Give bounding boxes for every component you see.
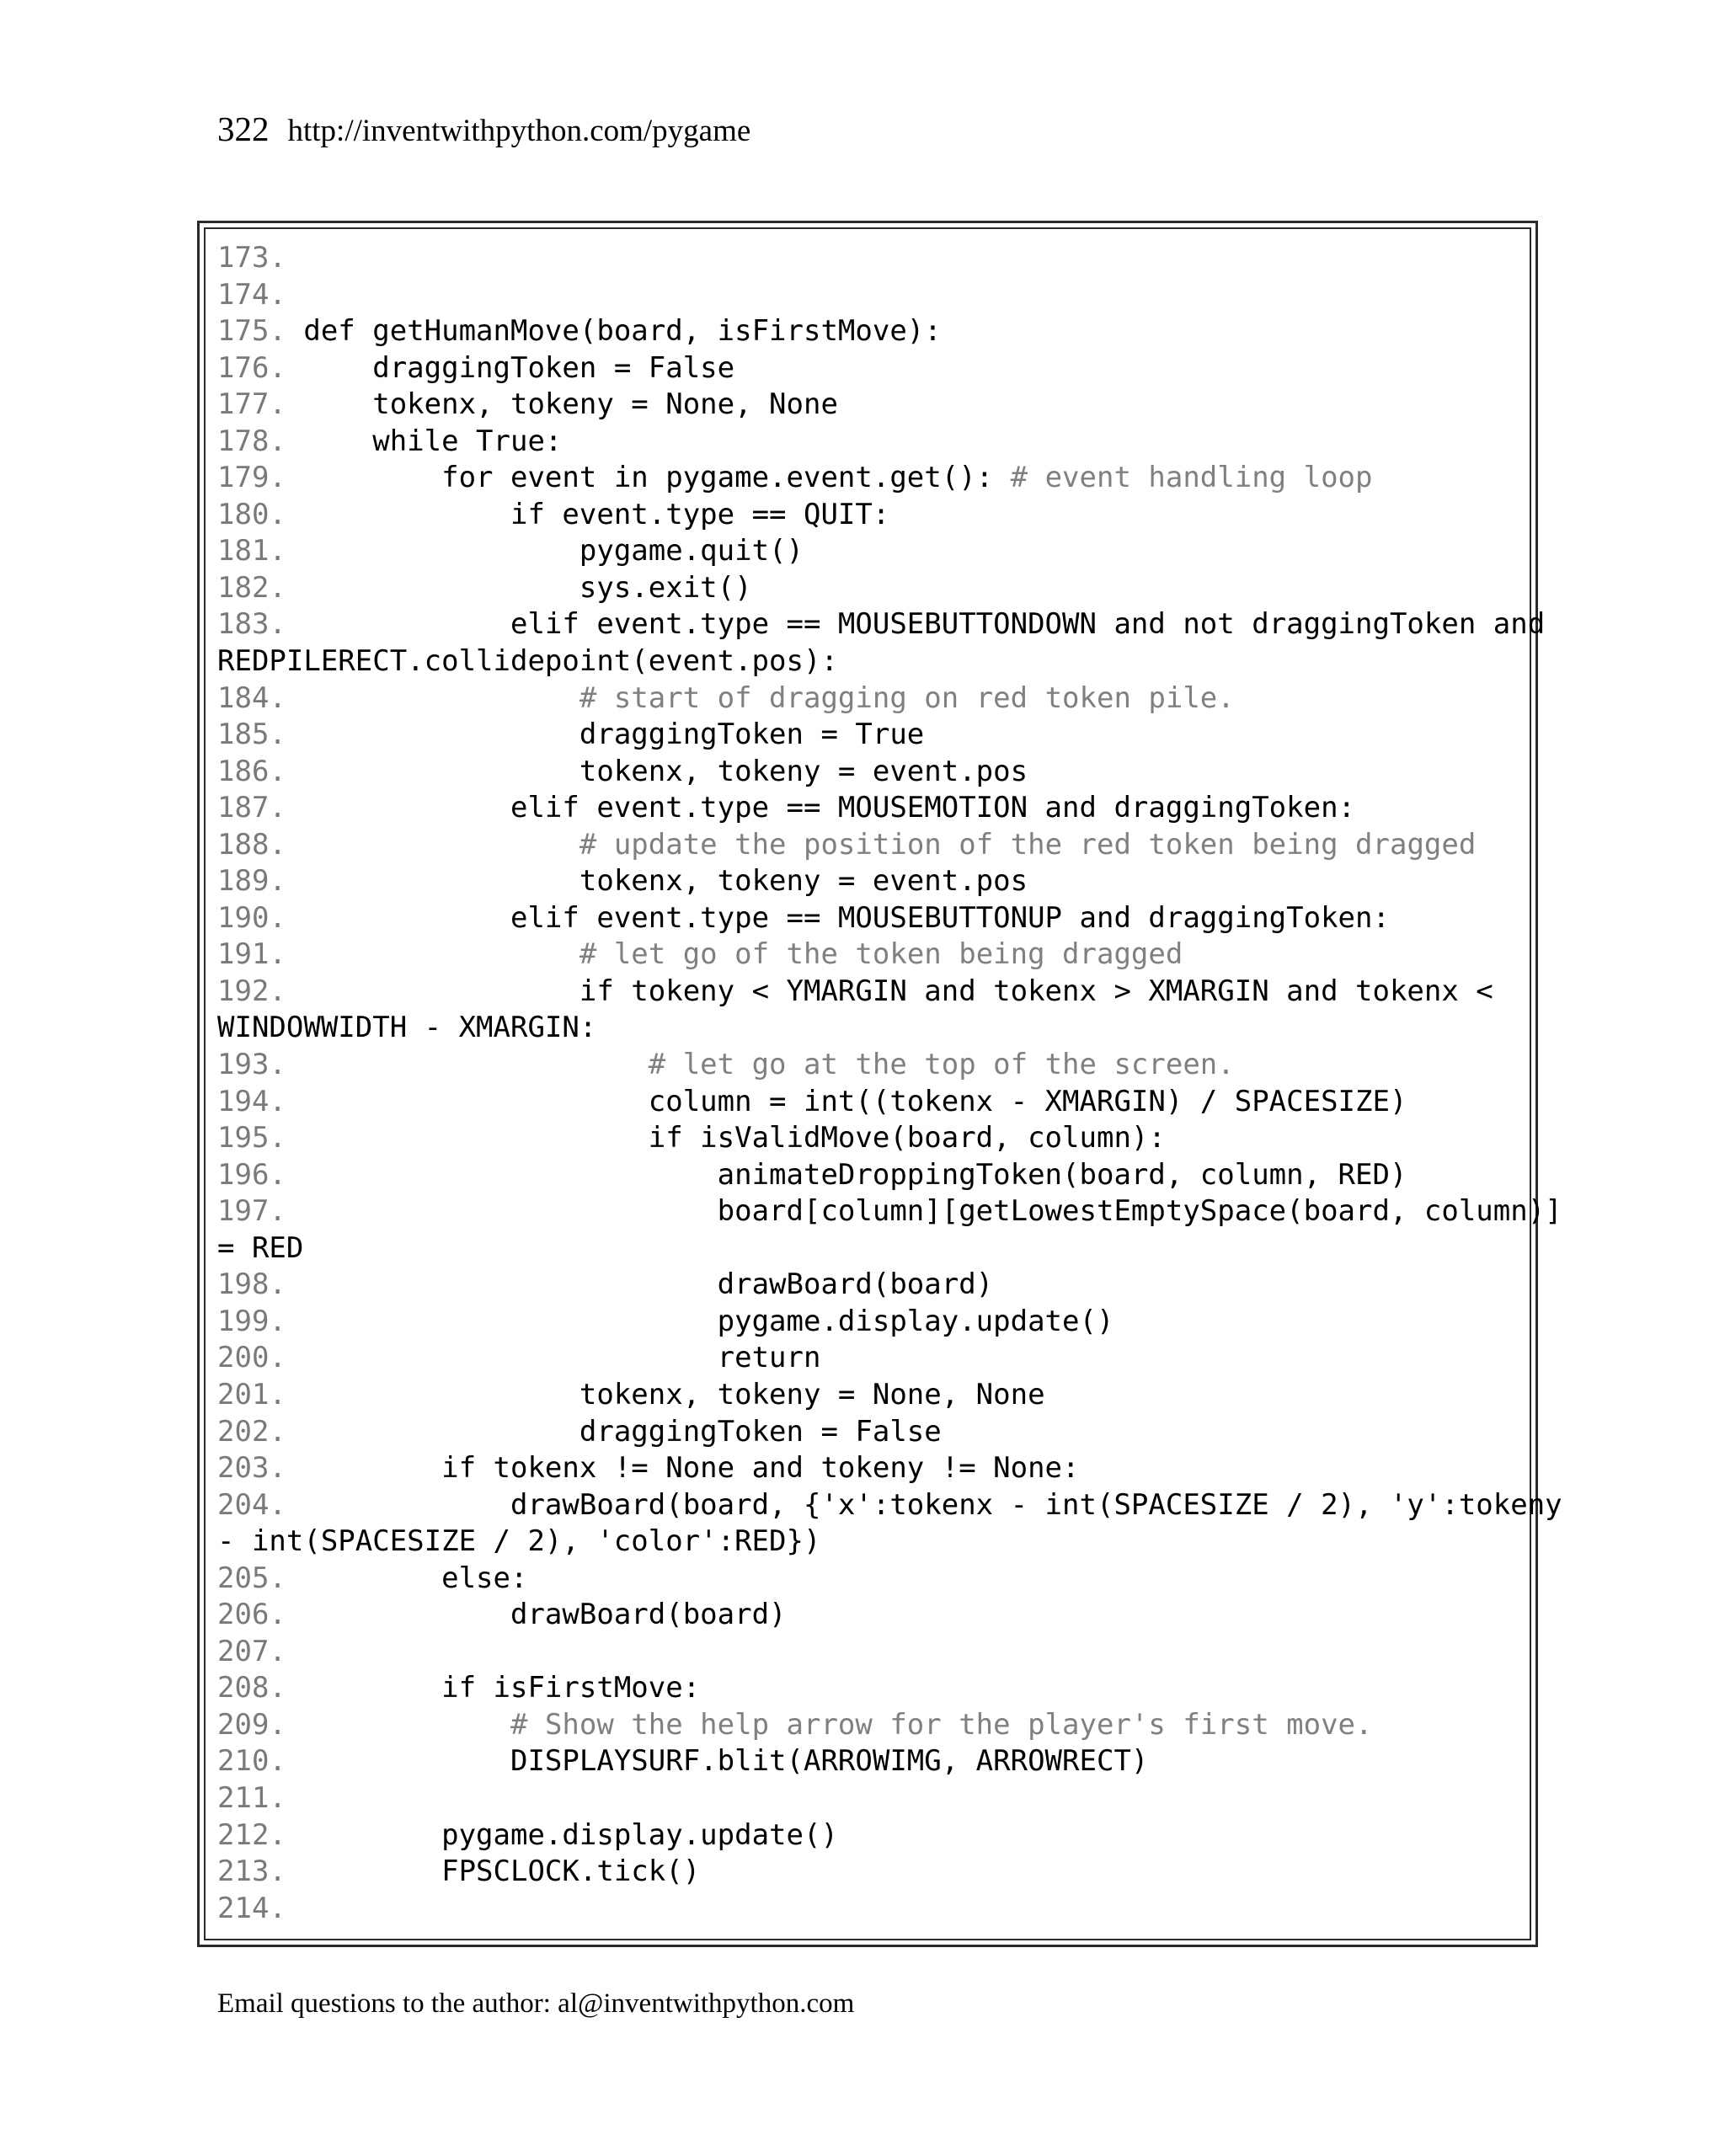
- code-line: [217, 1450, 1521, 1487]
- code-text: [286, 937, 579, 971]
- page-number: 322: [217, 109, 270, 148]
- code-comment: # let go at the top of the screen.: [648, 1048, 1235, 1082]
- code-text: [286, 1708, 510, 1742]
- header-url: http://inventwithpython.com/pygame: [287, 114, 751, 148]
- code-line: [217, 790, 1521, 827]
- line-number: 181.: [217, 534, 286, 568]
- line-number: 184.: [217, 680, 286, 715]
- page-footer: Email questions to the author: al@inventwithpython.com: [217, 1988, 855, 2019]
- code-comment: # Show the help arrow for the player's first move.: [510, 1707, 1373, 1742]
- code-text: if isValidMove(board, column):: [286, 1121, 1166, 1155]
- code-comment: # start of dragging on red token pile.: [579, 680, 1235, 715]
- line-number: 179.: [217, 461, 286, 495]
- code-text: if tokenx != None and tokeny != None:: [286, 1451, 1080, 1486]
- line-number: 177.: [217, 387, 286, 422]
- code-line: [217, 1780, 1521, 1817]
- code-text: sys.exit(): [286, 570, 752, 605]
- code-text: pygame.display.update(): [286, 1304, 1114, 1338]
- line-number: 207.: [217, 1634, 286, 1668]
- code-text: [286, 681, 579, 715]
- code-comment: # event handling loop: [1010, 461, 1373, 495]
- code-line: [217, 1414, 1521, 1451]
- code-text: DISPLAYSURF.blit(ARROWIMG, ARROWRECT): [286, 1744, 1149, 1779]
- code-line: [217, 1230, 1521, 1267]
- code-line: [217, 1817, 1521, 1854]
- code-line: [217, 827, 1521, 864]
- page-header: [217, 108, 750, 152]
- code-text: return: [286, 1341, 821, 1375]
- code-line: [217, 424, 1521, 461]
- code-text: column = int((tokenx - XMARGIN) / SPACESIZE): [286, 1084, 1407, 1118]
- line-number: 199.: [217, 1304, 286, 1338]
- code-line: [217, 1707, 1521, 1744]
- code-line: [217, 1597, 1521, 1634]
- code-line: [217, 240, 1521, 277]
- code-text: board[column][getLowestEmptySpace(board, column)]: [286, 1194, 1562, 1229]
- code-text: elif event.type == MOUSEBUTTONDOWN and not draggingToken and: [286, 607, 1546, 642]
- code-line: [217, 643, 1521, 680]
- line-number: 185.: [217, 718, 286, 752]
- code-text: WINDOWWIDTH - XMARGIN:: [217, 1011, 597, 1045]
- line-number: 206.: [217, 1598, 286, 1632]
- code-text: if isFirstMove:: [286, 1671, 701, 1705]
- line-number: 183.: [217, 607, 286, 642]
- code-text: drawBoard(board, {'x':tokenx - int(SPACESIZE / 2), 'y':tokeny: [286, 1487, 1562, 1522]
- code-line: [217, 754, 1521, 791]
- code-line: [217, 313, 1521, 350]
- code-line: [217, 1634, 1521, 1671]
- code-text: [286, 828, 579, 862]
- code-line: [217, 1047, 1521, 1084]
- code-line: [217, 717, 1521, 754]
- code-text: [286, 1048, 649, 1081]
- code-line: [217, 1193, 1562, 1230]
- line-number: 189.: [217, 864, 286, 899]
- code-text: elif event.type == MOUSEMOTION and draggingToken:: [286, 791, 1356, 825]
- line-number: 175.: [217, 314, 286, 349]
- code-text: if tokeny < YMARGIN and tokenx > XMARGIN and tokenx <: [286, 974, 1493, 1008]
- line-number: 203.: [217, 1451, 286, 1486]
- code-text: else:: [286, 1561, 528, 1595]
- code-line: [217, 1120, 1521, 1157]
- line-number: 182.: [217, 570, 286, 605]
- line-number: 173.: [217, 241, 286, 275]
- code-line: [217, 1891, 1521, 1928]
- code-comment: # let go of the token being dragged: [579, 937, 1183, 972]
- line-number: 213.: [217, 1854, 286, 1889]
- code-line: [217, 387, 1521, 424]
- code-line: [217, 570, 1521, 607]
- code-line: [217, 1670, 1521, 1707]
- code-line: [217, 1854, 1521, 1891]
- code-line: [217, 533, 1521, 570]
- code-text: if event.type == QUIT:: [286, 497, 890, 531]
- line-number: 178.: [217, 424, 286, 458]
- code-line: [217, 606, 1546, 643]
- code-line: [217, 1010, 1521, 1047]
- line-number: 210.: [217, 1744, 286, 1779]
- code-text: = RED: [217, 1230, 304, 1265]
- code-line: [217, 1377, 1521, 1414]
- code-text: elif event.type == MOUSEBUTTONUP and draggingToken:: [286, 900, 1390, 935]
- line-number: 174.: [217, 277, 286, 312]
- code-line: [217, 1487, 1562, 1524]
- code-text: draggingToken = False: [286, 350, 735, 385]
- line-number: 195.: [217, 1121, 286, 1155]
- code-listing: [217, 240, 1562, 1927]
- code-line: [217, 497, 1521, 534]
- code-text: def getHumanMove(board, isFirstMove):: [286, 314, 942, 349]
- code-text: - int(SPACESIZE / 2), 'color':RED}): [217, 1524, 821, 1559]
- line-number: 198.: [217, 1267, 286, 1302]
- code-line: [217, 1340, 1521, 1377]
- line-number: 192.: [217, 974, 286, 1008]
- code-text: tokenx, tokeny = None, None: [286, 1377, 1045, 1412]
- line-number: 186.: [217, 754, 286, 788]
- line-number: 212.: [217, 1817, 286, 1852]
- code-text: tokenx, tokeny = None, None: [286, 387, 838, 422]
- code-text: animateDroppingToken(board, column, RED): [286, 1157, 1407, 1192]
- code-line: [217, 937, 1521, 974]
- code-line: [217, 277, 1521, 314]
- code-text: FPSCLOCK.tick(): [286, 1854, 701, 1889]
- line-number: 202.: [217, 1414, 286, 1449]
- line-number: 197.: [217, 1194, 286, 1229]
- code-text: tokenx, tokeny = event.pos: [286, 864, 1028, 899]
- line-number: 190.: [217, 900, 286, 935]
- code-line: [217, 350, 1521, 387]
- line-number: 187.: [217, 791, 286, 825]
- code-line: [217, 460, 1521, 497]
- line-number: 176.: [217, 350, 286, 385]
- code-comment: # update the position of the red token being dragged: [579, 827, 1477, 862]
- line-number: 200.: [217, 1341, 286, 1375]
- line-number: 191.: [217, 937, 286, 972]
- code-line: [217, 680, 1521, 718]
- code-text: drawBoard(board): [286, 1598, 787, 1632]
- code-line: [217, 974, 1521, 1011]
- code-line: [217, 1084, 1521, 1121]
- line-number: 196.: [217, 1157, 286, 1192]
- code-text: tokenx, tokeny = event.pos: [286, 754, 1028, 788]
- line-number: 194.: [217, 1084, 286, 1118]
- code-text: while True:: [286, 424, 563, 458]
- code-line: [217, 1524, 1521, 1561]
- code-text: pygame.quit(): [286, 534, 804, 568]
- line-number: 193.: [217, 1048, 286, 1082]
- code-line: [217, 863, 1521, 900]
- code-text: draggingToken = False: [286, 1414, 942, 1449]
- line-number: 214.: [217, 1891, 286, 1925]
- line-number: 205.: [217, 1561, 286, 1595]
- line-number: 208.: [217, 1671, 286, 1705]
- line-number: 180.: [217, 497, 286, 531]
- code-text: draggingToken = True: [286, 718, 925, 752]
- line-number: 209.: [217, 1707, 286, 1742]
- code-line: [217, 1304, 1521, 1341]
- code-text: for event in pygame.event.get():: [286, 461, 1011, 495]
- line-number: 201.: [217, 1377, 286, 1412]
- code-line: [217, 1561, 1521, 1598]
- line-number: 204.: [217, 1487, 286, 1522]
- code-line: [217, 1157, 1521, 1194]
- line-number: 188.: [217, 827, 286, 862]
- code-text: pygame.display.update(): [286, 1817, 838, 1852]
- code-line: [217, 900, 1521, 937]
- line-number: 211.: [217, 1780, 286, 1815]
- code-line: [217, 1267, 1521, 1304]
- code-text: drawBoard(board): [286, 1267, 994, 1302]
- code-text: REDPILERECT.collidepoint(event.pos):: [217, 644, 838, 679]
- code-line: [217, 1743, 1521, 1780]
